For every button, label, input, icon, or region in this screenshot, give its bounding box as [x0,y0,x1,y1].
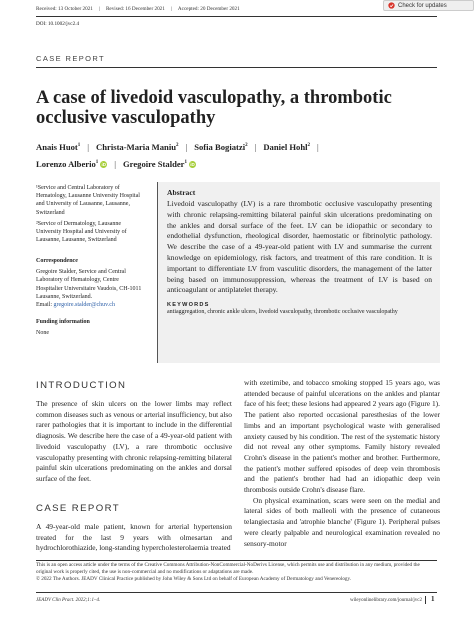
footer-rule [36,592,437,593]
orcid-icon[interactable]: iD [190,161,195,167]
abstract-heading: Abstract [167,188,196,197]
author-line-1: Anais Huot$^1$ | Christa-Maria Maniu$^2$ | Sofia Bogiatzi$^2$ | Daniel Hohl$^2$ | [36,141,319,152]
badge-label: Check for updates [398,2,447,9]
right-paragraph-1: with ezetimibe, and tobacco smoking stopped 15 years ago, was attended because of painful ulcerations on the ankles and plantar face of his feet; these lesions had appeared 2 years ago (Figure 1). The patient also reported occasional paresthesias of the lower limbs and an important psychological waste with generalised anxiety caused by his condition. The rest of the systematic history did not reveal any other symptoms. Family history revealed Crohn's disease in the patient's mother and brother. Furthermore, the patient's mother suffered episodes of deep vein thrombosis and the patient's brother had had an idiopathic deep vein thrombosis outside Crohn's disease flare. [244,378,440,495]
case-report-heading: CASE REPORT [36,503,120,514]
license-note: This is an open access article under the terms of the Creative Commons Attribution-NonCommercial-NoDerivs License, which permits use and distribution in any medium, provided the original work is properly cited, the use is non-commercial and no modifications or adaptations are made. © 2022 The Authors. JEADV Clinical Practice published by John Wiley & Sons Ltd on behalf of European Academy of Dermatology and Venereology. [36,562,437,583]
header-rule [36,16,437,17]
copyright: © 2022 The Authors. JEADV Clinical Practice published by John Wiley & Sons Ltd on behalf of European Academy of Dermatology and Venereology. [36,576,352,582]
check-for-updates-badge[interactable] [383,0,474,11]
funding-text: None [36,330,49,337]
revised-date: Revised: 16 December 2021 [105,6,165,12]
introduction-text: The presence of skin ulcers on the lower limbs may reflect common diseases such as venous or arterial insufficiency, but also rarer pathologies that it is important to include in the differential diagnosis. We describe here the case of a 49-year-old patient with livedoid vasculopathy (LV), a rare thrombotic occlusive vasculopathy presenting with chronic relapsing-remitting bilateral painful skin ulcerations predominating on the ankles and dorsal surface of the feet. [36,399,232,483]
accepted-date: Accepted: 20 December 2021 [177,6,240,12]
author[interactable]: Sofia Bogiatzi$^2$ [194,141,248,152]
abstract-box [157,182,440,363]
update-check-icon [388,2,395,9]
affiliation-1: ¹Service and Central Laboratory of Hematology, Lausanne University Hospital and University of Lausanne, Lausanne, Switzerland [36,185,140,216]
article-title [36,88,456,128]
author[interactable]: Gregoire Stalder$^1$ [123,158,187,169]
article-dates [36,6,240,12]
affiliation-2: ²Service of Dermatology, Lausanne University Hospital and University of Lausanne, Lausanne, Switzerland [36,220,127,244]
orcid-icon[interactable]: iD [101,161,107,167]
date-separator: | [98,6,100,12]
license-rule [36,560,437,561]
email-link[interactable]: gregoire.stalder@chuv.ch [53,302,115,309]
page-number: 1 [431,595,435,603]
author-line-2: Lorenzo Alberio$^1$ iD | Gregoire Stalder$^1$ iD [36,158,195,169]
author[interactable]: Lorenzo Alberio$^1$ [36,158,99,169]
author[interactable]: Anais Huot$^1$ [36,141,81,152]
date-separator: | [170,6,172,12]
introduction-heading: INTRODUCTION [36,380,127,391]
right-paragraph-2: On physical examination, scars were seen on the medial and lateral sides of both malleoli with the presence of cutaneous telangiectasia and 'atrophie blanche' (Figure 1). Peripheral pulses were clearly palpable and neurological examination revealed no sensory-motor [244,495,440,548]
page-footer [36,598,437,603]
author[interactable]: Daniel Hohl$^2$ [263,141,310,152]
title-line-1: A case of livedoid vasculopathy, a thrombotic [36,88,392,108]
case-report-text: A 49-year-old male patient, known for arterial hypertension treated for the last 9 years with olmesartan and hydrochlorothiazide, long-standing hypercholesterolaemia treated [36,522,232,553]
author[interactable]: Christa-Maria Maniu$^2$ [96,141,179,152]
funding-heading: Funding information [36,319,90,325]
author-list [36,138,446,172]
right-column-text [244,378,440,549]
funding [36,318,144,340]
keywords-text: antiaggregation, chronic ankle ulcers, livedoid vasculopathy, thrombotic occlusive vasculopathy [167,309,398,316]
correspondence-text: Gregoire Stalder, Service and Central Laboratory of Hematology, Centre Hospitalier Universitaire Vaudois, CH-1011 Lausanne, Switzerland. Email: gregoire.stalder@chuv.ch [36,269,142,309]
keywords-heading: KEYWORDS [167,302,210,309]
correspondence-heading: Correspondence [36,258,78,264]
journal-citation: JEADV Clin Pract. 2022;1:1–4. [36,598,101,603]
received-date: Received: 13 October 2021 [36,6,93,12]
section-label: CASE REPORT [36,54,106,63]
journal-url[interactable]: wileyonlinelibrary.com/journal/jvc2 [349,598,422,603]
page-divider [425,596,426,604]
section-rule [36,67,437,68]
doi[interactable]: DOI: 10.1002/jvc2.4 [36,21,80,27]
title-line-2: occlusive vasculopathy [36,108,216,128]
affiliations [36,184,144,247]
correspondence [36,257,144,312]
abstract-text: Livedoid vasculopathy (LV) is a rare thrombotic occlusive vasculopathy presenting with chronic relapsing-remitting bilateral painful skin ulcerations predominating on the ankles and dorsal surface of the feet. LV can be idiopathic or secondary to endothelial dysfunction, rheological disorder, haemostatic or fibrinolytic pathology. We describe the case of a 49-year-old patient with LV and summarise the current knowledge on epidemiology, risk factors, and treatment of this rare condition. It is important to differentiate LV from vasculitic disorders, the management of the latter being based on immunosuppression, whereas the treatment of LV is based on anticoagulant or antiplatelet therapy. [167,199,432,295]
